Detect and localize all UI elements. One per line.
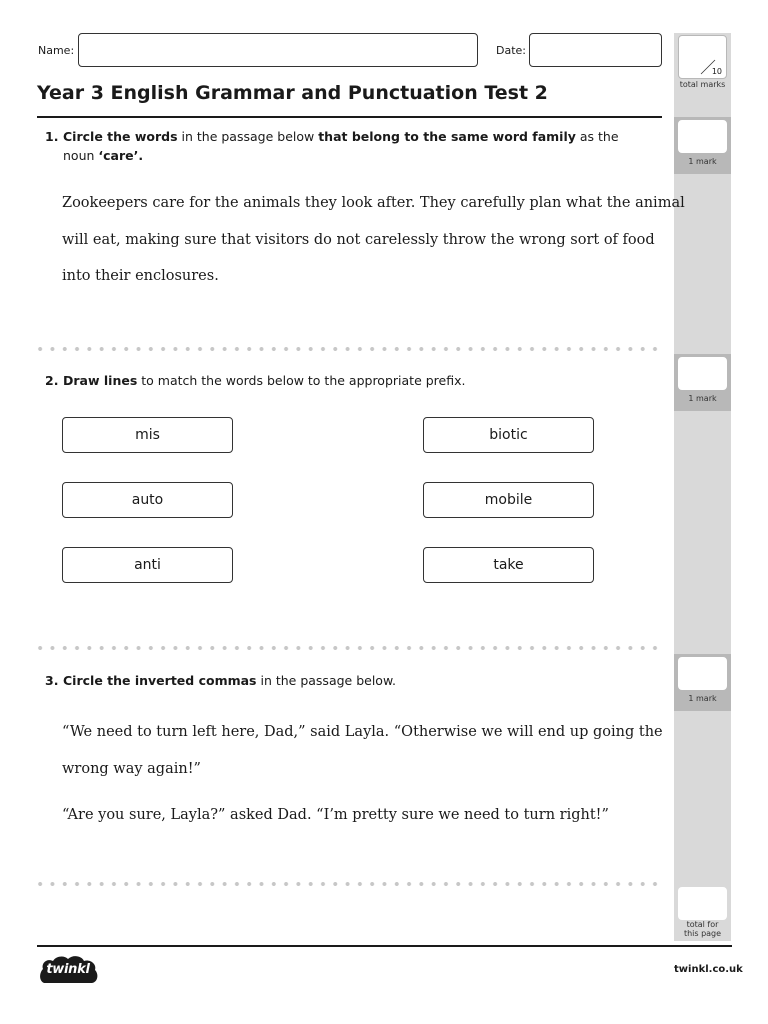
q1-instr-part: in the passage below bbox=[177, 129, 319, 144]
q1-instruction bbox=[63, 127, 619, 146]
total-marks-box[interactable] bbox=[678, 35, 727, 79]
q2-number: 2. bbox=[45, 373, 59, 388]
page-total-box[interactable] bbox=[678, 887, 727, 920]
word-box-biotic[interactable]: biotic bbox=[423, 417, 594, 453]
q3-instr-part: in the passage below. bbox=[256, 673, 397, 688]
date-field[interactable] bbox=[529, 33, 662, 67]
q2-mark-label: 1 mark bbox=[688, 394, 717, 403]
q1-instr-part: Circle the words bbox=[63, 129, 178, 144]
twinkl-logo[interactable] bbox=[38, 953, 100, 987]
title-rule bbox=[37, 116, 662, 118]
marks-sidebar bbox=[674, 33, 731, 941]
q3-number: 3. bbox=[45, 673, 59, 688]
q1-instr-part: as the bbox=[575, 129, 619, 144]
total-marks-label: total marks bbox=[679, 80, 726, 89]
q3-passage-line[interactable]: wrong way again!” bbox=[62, 761, 201, 777]
section-divider bbox=[34, 347, 664, 351]
q3-passage-line[interactable]: “Are you sure, Layla?” asked Dad. “I’m pretty sure we need to turn right!” bbox=[62, 807, 609, 823]
q2-instr-part: to match the words below to the appropriate prefix. bbox=[137, 373, 466, 388]
prefix-box-anti[interactable]: anti bbox=[62, 547, 233, 583]
section-divider bbox=[34, 882, 664, 886]
q1-mark-label: 1 mark bbox=[688, 157, 717, 166]
website-link[interactable]: twinkl.co.uk bbox=[674, 964, 743, 975]
q3-instruction bbox=[63, 671, 396, 690]
q2-mark-box[interactable] bbox=[678, 357, 727, 390]
page-total-label-line2: this page bbox=[683, 929, 722, 938]
q1-number: 1. bbox=[45, 129, 59, 144]
footer-rule bbox=[37, 945, 732, 947]
date-label: Date: bbox=[496, 44, 526, 57]
prefix-box-auto[interactable]: auto bbox=[62, 482, 233, 518]
q1-instr-part: noun bbox=[63, 148, 99, 163]
q1-instruction-line2 bbox=[63, 146, 143, 165]
q3-mark-label: 1 mark bbox=[688, 694, 717, 703]
name-field[interactable] bbox=[78, 33, 478, 67]
word-box-take[interactable]: take bbox=[423, 547, 594, 583]
q1-instr-part: that belong to the same word family bbox=[318, 129, 576, 144]
q1-mark-box[interactable] bbox=[678, 120, 727, 153]
q2-instr-part: Draw lines bbox=[63, 373, 138, 388]
q3-instr-part: Circle the inverted commas bbox=[63, 673, 257, 688]
q1-passage-line[interactable]: will eat, making sure that visitors do not carelessly throw the wrong sort of food bbox=[62, 232, 655, 248]
word-box-mobile[interactable]: mobile bbox=[423, 482, 594, 518]
page-total-label-line1: total for bbox=[686, 920, 719, 929]
q3-mark-box[interactable] bbox=[678, 657, 727, 690]
q1-instr-part: ‘care’. bbox=[98, 148, 144, 163]
total-marks-value: 10 bbox=[711, 67, 722, 76]
page-title: Year 3 English Grammar and Punctuation Test 2 bbox=[37, 82, 548, 104]
q2-instruction bbox=[63, 371, 465, 390]
q1-passage-line[interactable]: Zookeepers care for the animals they look after. They carefully plan what the animal bbox=[62, 195, 685, 211]
name-label: Name: bbox=[38, 44, 75, 57]
q1-passage-line[interactable]: into their enclosures. bbox=[62, 268, 219, 284]
prefix-box-mis[interactable]: mis bbox=[62, 417, 233, 453]
q3-passage-line[interactable]: “We need to turn left here, Dad,” said Layla. “Otherwise we will end up going the bbox=[62, 724, 663, 740]
twinkl-logo-text: twinkl bbox=[46, 962, 90, 977]
section-divider bbox=[34, 646, 664, 650]
